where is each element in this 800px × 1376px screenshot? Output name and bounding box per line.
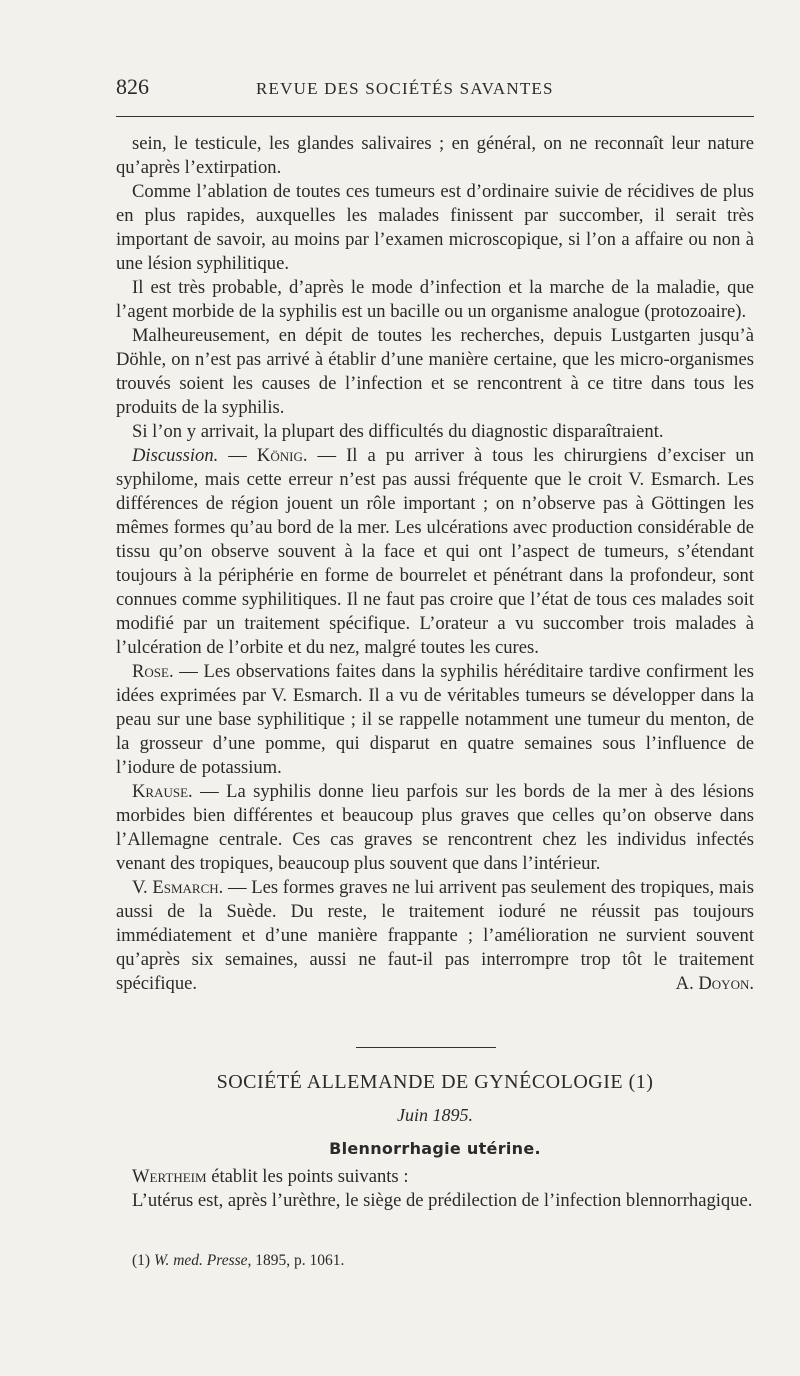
speaker-name: Wertheim bbox=[132, 1166, 207, 1187]
footnote-text: 1895, p. 1061. bbox=[251, 1252, 345, 1269]
paragraph-text: — Les observations faites dans la syphilis héréditaire tardive confirment les idées exprimées par V. Esmarch. Il a vu de véritables tumeurs se développer dans la peau sur une base syphilitique ; il se rappelle notamment une tumeur du menton, de la grosseur d’une pomme, qui disparut en quatre semaines sous l’influence de l’iodure de potassium. bbox=[116, 661, 754, 778]
paragraph-text: établit les points suivants : bbox=[206, 1166, 409, 1187]
paragraph-text: Si l’on y arrivait, la plupart des difficultés du diagnostic disparaîtraient. bbox=[132, 421, 664, 442]
footnote-marker: (1) bbox=[132, 1252, 151, 1269]
footnote-source: W. med. Presse, bbox=[153, 1252, 252, 1269]
paragraph-text: — La syphilis donne lieu parfois sur les bords de la mer à des lésions morbides bien différentes et beaucoup plus graves que celles qu’on observe dans l’Allemagne centrale. Ces cas graves se rencontrent chez les individus infectés venant des tropiques, beaucoup plus souvent que dans l’intérieur. bbox=[116, 781, 754, 874]
section-date: Juin 1895. bbox=[397, 1105, 473, 1125]
running-title: REVUE DES SOCIÉTÉS SAVANTES bbox=[256, 79, 554, 98]
speaker-name: Rose. bbox=[132, 661, 174, 682]
article-body bbox=[116, 132, 754, 996]
speaker-name: Krause. bbox=[132, 781, 193, 802]
paragraph-speaker bbox=[116, 1165, 754, 1189]
paragraph-text: Malheureusement, en dépit de toutes les recherches, depuis Lustgarten jusqu’à Döhle, on n’est pas arrivé à établir d’une manière certaine, que les micro-organismes trouvés soient les causes de l’infection et se rencontrent à ce titre dans tous les produits de la syphilis. bbox=[116, 325, 754, 418]
paragraph-text: sein, le testicule, les glandes salivaires ; en général, on ne reconnaît leur nature qu’après l’extirpation. bbox=[116, 133, 754, 178]
speaker-name: V. Esmarch. bbox=[132, 877, 224, 898]
paragraph-text: — Il a pu arriver à tous les chirurgiens d’exciser un syphilome, mais cette erreur n’est pas aussi fréquente que le croit V. Esmarch. Les différences de région jouent un rôle important ; on n’observe pas à Göttingen les mêmes formes qu’au bord de la mer. Les ulcérations avec production considérable de tissu qu’on observe souvent à la face et qui ont l’aspect de tumeurs, s’étendant toujours à la périphérie en forme de bourrelet et pénétrant dans la profondeur, sont connues comme syphilitiques. Il ne faut pas croire que l’état de tous ces malades soit modifié par un traitement spécifique. L’orateur a vu succomber trois malades à l’ulcération de l’orbite et du nez, malgré toutes les cures. bbox=[116, 445, 755, 658]
paragraph-text: Il est très probable, d’après le mode d’infection et la marche de la maladie, que l’agent morbide de la syphilis est un bacille ou un organisme analogue (protozoaire). bbox=[116, 277, 754, 322]
paragraph-discussion: Discussion. — König. — Il a pu arriver à tous les chirurgiens d’exciser un syphilome, mais cette erreur n’est pas aussi fréquente que le croit V. Esmarch. Les différences de région jouent un rôle important ; on n’observe pas à Göttingen les mêmes formes qu’au bord de la mer. Les ulcérations avec production considérable de tissu qu’on observe souvent à la face et qui ont l’aspect de tumeurs, s’étendant toujours à la périphérie en forme de bourrelet et pénétrant dans la profondeur, sont connues comme syphilitiques. Il ne faut pas croire que l’état de tous ces malades soit modifié par un traitement spécifique. L’orateur a vu succomber trois malades à l’ulcération de l’orbite et du nez, malgré toutes les cures. bbox=[116, 445, 755, 658]
paragraph bbox=[116, 420, 754, 444]
running-head bbox=[116, 74, 752, 100]
footnote bbox=[132, 1252, 752, 1270]
paragraph bbox=[116, 324, 754, 420]
section-body bbox=[116, 1165, 754, 1213]
paragraph-speaker bbox=[116, 876, 754, 996]
discussion-label: Discussion. bbox=[132, 445, 219, 466]
paragraph bbox=[116, 276, 754, 324]
author-signature: A. Doyon. bbox=[675, 973, 754, 994]
header-rule bbox=[116, 116, 754, 117]
speaker-name: König. bbox=[256, 445, 308, 466]
paragraph-speaker bbox=[116, 660, 754, 780]
paragraph bbox=[116, 1189, 754, 1213]
section-subheading: Blennorrhagie utérine. bbox=[329, 1139, 541, 1158]
section-divider bbox=[356, 1047, 496, 1048]
paragraph-text: — Les formes graves ne lui arrivent pas seulement des tropiques, mais aussi de la Suède. Du reste, le traitement ioduré ne réussit pas toujours immédiatement et d’une manière frappante ; l’amélioration ne survient souvent qu’après six semaines, aussi ne faut-il pas interrompre trop tôt le traitement spécifique. bbox=[116, 877, 754, 994]
paragraph-text: L’utérus est, après l’urèthre, le siège de prédilection de l’infection blennorrhagique. bbox=[132, 1190, 753, 1211]
paragraph bbox=[116, 132, 754, 180]
paragraph-text: Comme l’ablation de toutes ces tumeurs est d’ordinaire suivie de récidives de plus en plus rapides, auxquelles les malades finissent par succomber, il serait très important de savoir, au moins par l’examen microscopique, si l’on a affaire ou non à une lésion syphilitique. bbox=[116, 181, 754, 274]
section-title: SOCIÉTÉ ALLEMANDE DE GYNÉCOLOGIE (1) bbox=[216, 1071, 654, 1093]
paragraph bbox=[116, 180, 754, 276]
paragraph-speaker bbox=[116, 780, 754, 876]
page-number: 826 bbox=[116, 74, 149, 99]
